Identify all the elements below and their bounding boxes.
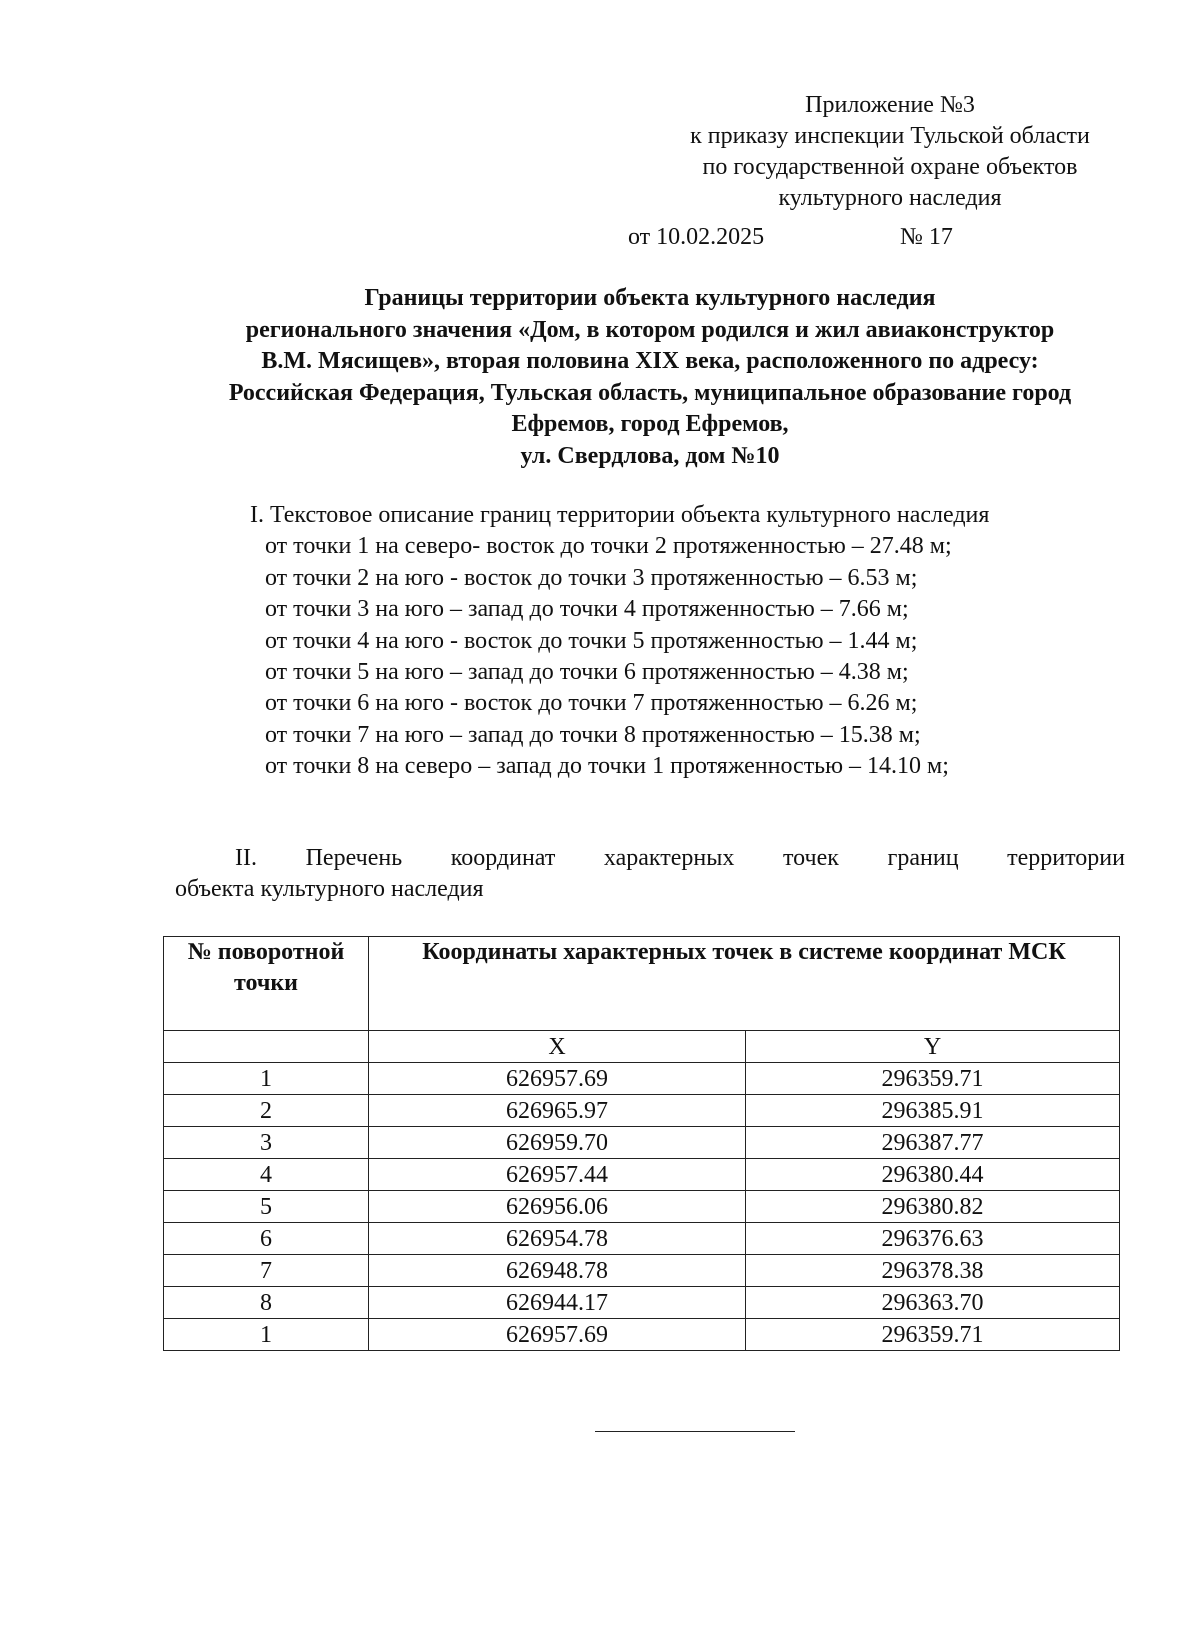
coordinates-header: Координаты характерных точек в системе координат МСК — [369, 937, 1120, 1031]
x-coordinate-cell: 626957.69 — [369, 1319, 746, 1351]
header-line: культурного наследия — [778, 185, 1002, 211]
title-line: Границы территории объекта культурного наследия — [364, 285, 936, 311]
section1-heading: I. Текстовое описание границ территории объекта культурного наследия — [250, 502, 990, 528]
header-line: к приказу инспекции Тульской области — [690, 123, 1090, 149]
point-number-cell: 3 — [164, 1127, 369, 1159]
x-coordinate-cell: 626956.06 — [369, 1191, 746, 1223]
boundary-segment: от точки 3 на юго – запад до точки 4 протяженностью – 7.66 м; — [265, 596, 909, 623]
y-coordinate-cell: 296363.70 — [746, 1287, 1120, 1319]
document-title — [150, 283, 1150, 472]
table-row — [164, 1287, 1120, 1319]
point-number-cell: 1 — [164, 1319, 369, 1351]
point-number-cell: 7 — [164, 1255, 369, 1287]
y-coordinate-cell: 296380.44 — [746, 1159, 1120, 1191]
table-row — [164, 1255, 1120, 1287]
title-line: Ефремов, город Ефремов, — [511, 411, 789, 437]
point-number-header: № поворотной точки — [164, 937, 369, 1031]
order-number: № 17 — [900, 224, 953, 250]
title-line: Российская Федерация, Тульская область, муниципальное образование город — [228, 379, 1072, 406]
table-row — [164, 1063, 1120, 1095]
boundary-segment: от точки 2 на юго - восток до точки 3 протяженностью – 6.53 м; — [265, 564, 918, 591]
end-rule — [595, 1431, 795, 1432]
x-coordinate-cell: 626954.78 — [369, 1223, 746, 1255]
table-row — [164, 1223, 1120, 1255]
boundary-segment: от точки 6 на юго - восток до точки 7 протяженностью – 6.26 м; — [265, 690, 918, 717]
table-subheader-row — [164, 1031, 1120, 1063]
table-row — [164, 1191, 1120, 1223]
table-row — [164, 1095, 1120, 1127]
table-row — [164, 1127, 1120, 1159]
title-line: регионального значения «Дом, в котором родился и жил авиаконструктор — [245, 316, 1055, 343]
x-coordinate-cell: 626957.44 — [369, 1159, 746, 1191]
point-number-cell: 4 — [164, 1159, 369, 1191]
point-number-cell: 1 — [164, 1063, 369, 1095]
section-coordinates — [175, 843, 1125, 905]
point-number-cell: 8 — [164, 1287, 369, 1319]
y-coordinate-cell: 296385.91 — [746, 1095, 1120, 1127]
y-header: Y — [746, 1031, 1120, 1063]
y-coordinate-cell: 296378.38 — [746, 1255, 1120, 1287]
point-number-cell: 5 — [164, 1191, 369, 1223]
section2-heading: II. Перечень координат характерных точек границ территории — [235, 845, 1125, 871]
point-number-cell: 2 — [164, 1095, 369, 1127]
x-coordinate-cell: 626957.69 — [369, 1063, 746, 1095]
x-coordinate-cell: 626948.78 — [369, 1255, 746, 1287]
x-coordinate-cell: 626959.70 — [369, 1127, 746, 1159]
x-header: X — [369, 1031, 746, 1063]
x-coordinate-cell: 626944.17 — [369, 1287, 746, 1319]
empty-cell — [164, 1031, 369, 1063]
section2-heading-cont: объекта культурного наследия — [175, 876, 484, 902]
title-line: ул. Свердлова, дом №10 — [520, 442, 780, 469]
appendix-header — [560, 90, 1200, 214]
y-coordinate-cell: 296359.71 — [746, 1319, 1120, 1351]
y-coordinate-cell: 296376.63 — [746, 1223, 1120, 1255]
y-coordinate-cell: 296359.71 — [746, 1063, 1120, 1095]
y-coordinate-cell: 296387.77 — [746, 1127, 1120, 1159]
boundary-segment: от точки 5 на юго – запад до точки 6 протяженностью – 4.38 м; — [265, 659, 909, 686]
coordinates-table — [163, 936, 1120, 1351]
point-number-cell: 6 — [164, 1223, 369, 1255]
table-header-row — [164, 937, 1120, 1031]
boundary-segment: от точки 7 на юго – запад до точки 8 протяженностью – 15.38 м; — [265, 721, 921, 748]
boundary-segment: от точки 4 на юго - восток до точки 5 протяженностью – 1.44 м; — [265, 627, 918, 654]
header-line: по государственной охране объектов — [702, 154, 1078, 180]
table-row — [164, 1319, 1120, 1351]
x-coordinate-cell: 626965.97 — [369, 1095, 746, 1127]
boundary-segment: от точки 1 на северо- восток до точки 2 протяженностью – 27.48 м; — [265, 533, 952, 560]
y-coordinate-cell: 296380.82 — [746, 1191, 1120, 1223]
boundary-segment: от точки 8 на северо – запад до точки 1 протяженностью – 14.10 м; — [265, 753, 949, 780]
table-row — [164, 1159, 1120, 1191]
header-line: Приложение №3 — [805, 92, 975, 118]
section-text-description — [250, 500, 989, 783]
order-date: от 10.02.2025 — [628, 224, 765, 250]
title-line: В.М. Мясищев», вторая половина XIX века, расположенного по адресу: — [261, 348, 1039, 374]
